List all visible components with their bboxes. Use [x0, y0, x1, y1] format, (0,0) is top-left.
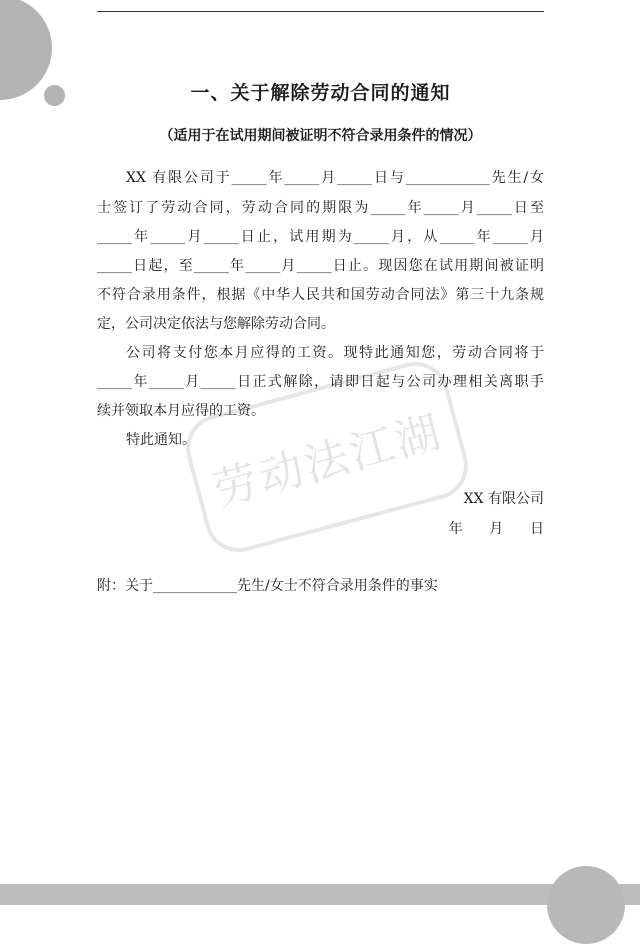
- attachment-line: 附：关于____________先生/女士不符合录用条件的事实: [97, 578, 438, 594]
- signature-date: 年 月 日: [448, 521, 544, 537]
- body-line: 士签订了劳动合同，劳动合同的期限为_____年_____月_____日至: [97, 200, 544, 216]
- header-rule: [97, 11, 544, 12]
- body-line: XX 有限公司于_____年_____月_____日与____________先生/女: [126, 170, 544, 186]
- decorative-circle-large: [0, 0, 52, 100]
- body-line: _____年_____月_____日止，试用期为_____月，从_____年_____月: [97, 229, 544, 245]
- watermark-text: 劳动法江湖: [208, 406, 449, 517]
- body-line: 定，公司决定依法与您解除劳动合同。: [97, 316, 335, 332]
- signature-company: XX 有限公司: [463, 491, 544, 507]
- decorative-bottom-bar: [0, 884, 640, 905]
- body-line: 公司将支付您本月应得的工资。现特此通知您，劳动合同将于: [126, 345, 544, 361]
- body-line: _____日起，至_____年_____月_____日止。现因您在试用期间被证明: [97, 258, 544, 274]
- document-title: 一、关于解除劳动合同的通知: [190, 82, 451, 104]
- closing-line: 特此通知。: [126, 432, 196, 448]
- body-line: _____年_____月_____日正式解除，请即日起与公司办理相关离职手: [97, 374, 544, 390]
- body-line: 不符合录用条件，根据《中华人民共和国劳动合同法》第三十九条规: [97, 287, 544, 303]
- decorative-circle-small: [44, 85, 65, 106]
- body-line: 续并领取本月应得的工资。: [97, 403, 265, 419]
- decorative-circle-bottom: [547, 866, 625, 944]
- document-subtitle: （适用于在试用期间被证明不符合录用条件的情况）: [159, 128, 482, 144]
